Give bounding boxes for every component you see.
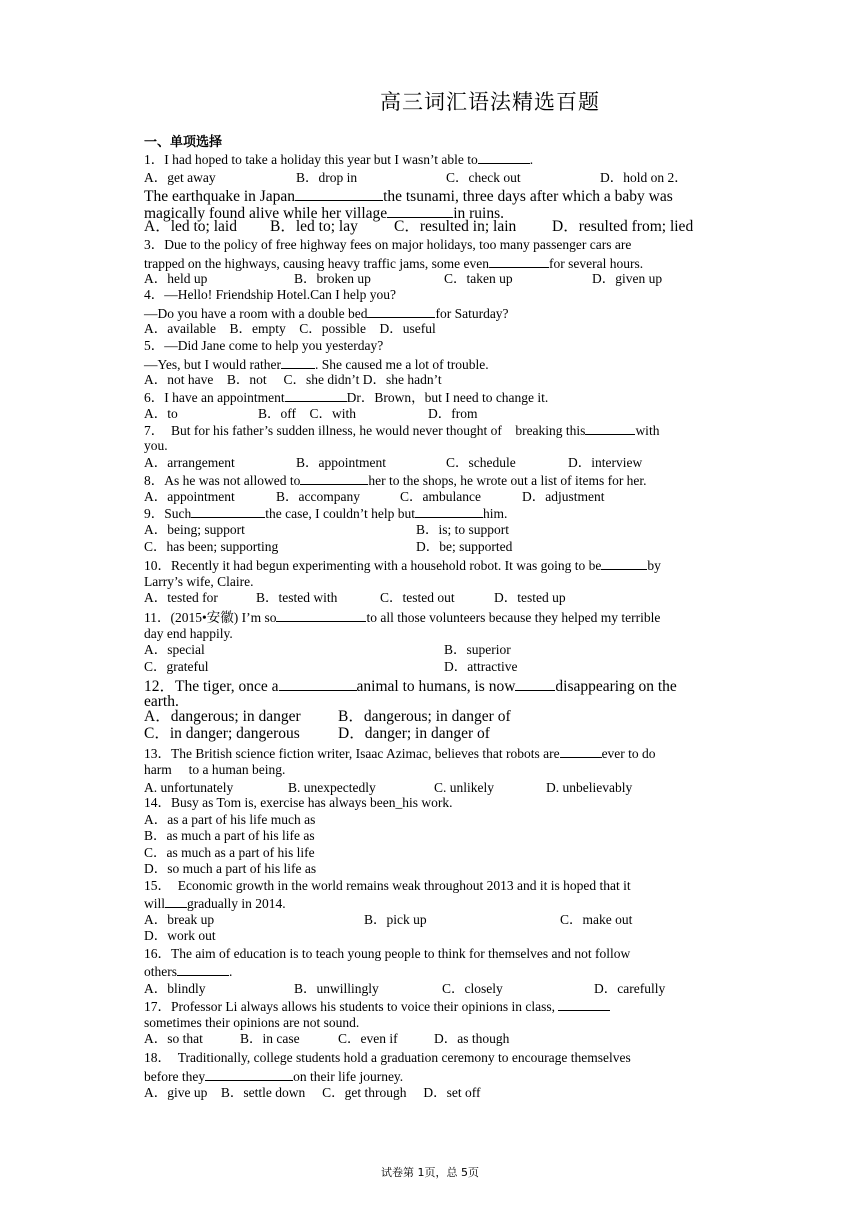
option-a: A．tested for [144, 590, 218, 605]
question-6-stem: 6．I have an appointment Dr．Brown，but I need to change it. [144, 390, 549, 405]
option-d: D．be; supported [416, 539, 513, 554]
option-c: C．check out [446, 170, 521, 185]
option-a: A．appointment [144, 489, 235, 504]
option-d: D．from [428, 406, 478, 421]
question-2-stem: The earthquake in Japan the tsunami, three days after which a baby was [144, 188, 673, 205]
question-10-stem: 10．Recently it had begun experimenting with a household robot. It was going to be by [144, 558, 661, 573]
question-18-stem: 18． Traditionally, college students hold a graduation ceremony to encourage themselves [144, 1050, 631, 1065]
option-b: B．led to; lay [270, 218, 358, 235]
option-a: A．as a part of his life much as [144, 812, 316, 827]
option-c: C．tested out [380, 590, 455, 605]
option-d: D．interview [568, 455, 643, 470]
question-13-stem-cont: harm to a human being. [144, 762, 286, 777]
question-4-options: A．available B．empty C．possible D．useful [144, 321, 436, 336]
option-b: B．in case [240, 1031, 300, 1046]
option-c: C. unlikely [434, 780, 494, 795]
question-11-stem: 11．(2015•安徽) I’m so to all those volunteers because they helped my terrible [144, 610, 661, 625]
option-c: C．ambulance [400, 489, 481, 504]
option-a: A．dangerous; in danger [144, 708, 301, 725]
question-4-stem-cont: —Do you have a room with a double bed for Saturday? [144, 306, 509, 321]
option-c: C．as much as a part of his life [144, 845, 315, 860]
option-c: C．in danger; dangerous [144, 725, 300, 742]
option-c: C．make out [560, 912, 633, 927]
section-heading: 一、单项选择 [144, 135, 223, 150]
question-18-options: A．give up B．settle down C．get through D．set off [144, 1085, 481, 1100]
option-d: D．work out [144, 928, 216, 943]
option-d: D. unbelievably [546, 780, 633, 795]
option-a: A．arrangement [144, 455, 235, 470]
question-3-stem-cont: trapped on the highways, causing heavy traffic jams, some even for several hours. [144, 256, 644, 271]
question-5-stem: 5．—Did Jane come to help you yesterday? [144, 338, 384, 353]
option-c: C．closely [442, 981, 503, 996]
question-7-stem: 7． But for his father’s sudden illness, he would never thought of breaking this with [144, 423, 660, 438]
question-15-stem-cont: will gradually in 2014. [144, 896, 286, 911]
option-b: B．tested with [256, 590, 338, 605]
option-b: B．accompany [276, 489, 360, 504]
question-17-stem-cont: sometimes their opinions are not sound. [144, 1015, 360, 1030]
question-5-stem-cont: —Yes, but I would rather . She caused me a lot of trouble. [144, 357, 489, 372]
option-c: C．resulted in; lain [394, 218, 517, 235]
question-7-stem-cont: you. [144, 438, 168, 453]
option-d: D．given up [592, 271, 663, 286]
option-d: D．carefully [594, 981, 666, 996]
question-2-stem-cont: magically found alive while her village in ruins. [144, 205, 504, 222]
question-17-stem: 17．Professor Li always allows his students to voice their opinions in class, [144, 998, 610, 1015]
option-c: C．schedule [446, 455, 516, 470]
option-b: B．drop in [296, 170, 358, 185]
question-10-stem-cont: Larry’s wife, Claire. [144, 574, 254, 589]
option-a: A．blindly [144, 981, 206, 996]
question-14-stem: 14．Busy as Tom is, exercise has always been_his work. [144, 795, 453, 810]
question-12-stem: 12．The tiger, once a animal to humans, is now disappearing on the [144, 678, 677, 695]
option-c: C．even if [338, 1031, 398, 1046]
option-d: D．attractive [444, 659, 518, 674]
option-a: A．led to; laid [144, 218, 237, 235]
question-18-stem-cont: before they on their life journey. [144, 1069, 404, 1084]
page-title: 高三词汇语法精选百题 [380, 90, 600, 114]
question-9-stem: 9．Such the case, I couldn’t help but him. [144, 506, 508, 521]
question-1-stem: 1．I had hoped to take a holiday this year but I wasn’t able to . [144, 152, 534, 167]
option-a: A．being; support [144, 522, 245, 537]
question-11-stem-cont: day end happily. [144, 626, 233, 641]
question-15-stem: 15． Economic growth in the world remains weak throughout 2013 and it is hoped that it [144, 878, 631, 893]
option-d: D．resulted from; lied [552, 218, 694, 235]
option-d: D．hold on 2． [600, 170, 688, 185]
question-12-stem-cont: earth. [144, 693, 179, 710]
option-b: B. unexpectedly [288, 780, 376, 795]
question-13-stem: 13．The British science fiction writer, Isaac Azimac, believes that robots are ever to do [144, 746, 656, 761]
question-5-options: A．not have B．not C．she didn’t D．she hadn’t [144, 372, 442, 387]
option-c: C．grateful [144, 659, 209, 674]
page-footer: 试卷第 1页，总 5页 [381, 1166, 479, 1179]
option-b: B．pick up [364, 912, 427, 927]
option-b: B．unwillingly [294, 981, 379, 996]
option-a: A．get away [144, 170, 216, 185]
question-8-stem: 8．As he was not allowed to her to the shops, he wrote out a list of items for her. [144, 473, 647, 488]
option-b: B．superior [444, 642, 511, 657]
option-a: A．break up [144, 912, 215, 927]
option-a: A．held up [144, 271, 208, 286]
question-4-stem: 4．—Hello! Friendship Hotel.Can I help you? [144, 287, 396, 302]
option-c: C．taken up [444, 271, 513, 286]
option-d: D．danger; in danger of [338, 725, 490, 742]
question-3-stem: 3．Due to the policy of free highway fees on major holidays, too many passenger cars are [144, 237, 632, 252]
option-d: D．so much a part of his life as [144, 861, 317, 876]
option-d: D．adjustment [522, 489, 605, 504]
option-bc: B．off C．with [258, 406, 357, 421]
option-d: D．as though [434, 1031, 510, 1046]
option-d: D．tested up [494, 590, 566, 605]
option-b: B．appointment [296, 455, 386, 470]
option-a: A．to [144, 406, 178, 421]
question-16-stem: 16．The aim of education is to teach young people to think for themselves and not follow [144, 946, 631, 961]
option-a: A．special [144, 642, 205, 657]
option-b: B．as much a part of his life as [144, 828, 315, 843]
option-c: C．has been; supporting [144, 539, 279, 554]
option-b: B．is; to support [416, 522, 510, 537]
question-16-stem-cont: others . [144, 964, 233, 979]
option-a: A. unfortunately [144, 780, 234, 795]
option-b: B．dangerous; in danger of [338, 708, 511, 725]
option-b: B．broken up [294, 271, 371, 286]
option-a: A．so that [144, 1031, 203, 1046]
